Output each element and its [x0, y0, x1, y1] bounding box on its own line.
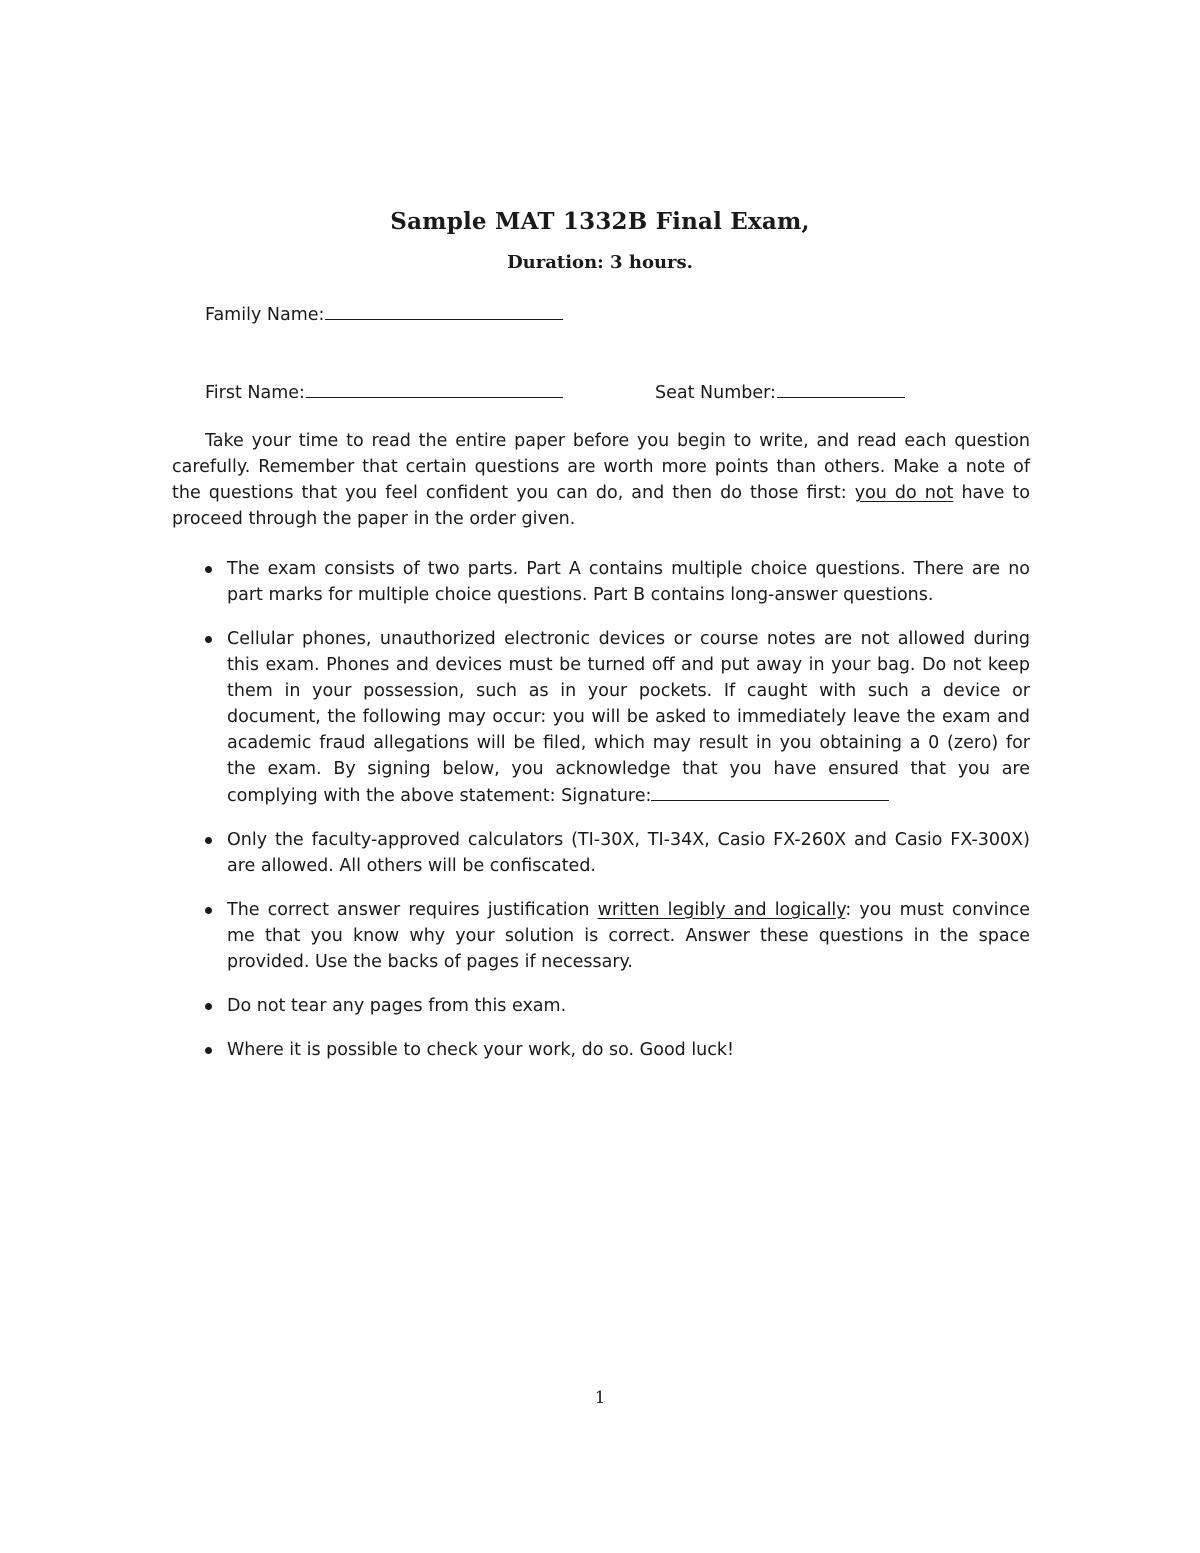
rule-item-calculators [172, 827, 1030, 879]
seat-number-field [655, 379, 905, 403]
bullet-icon [205, 1047, 212, 1054]
rule-text: The exam consists of two parts. Part A contains multiple choice questions. There are no part marks for multiple choice questions. Part B contains long-answer questions. [227, 559, 1030, 605]
seat-number-label: Seat Number: [655, 383, 776, 403]
rule-text: Cellular phones, unauthorized electronic devices or course notes are not allowed during this exam. Phones and devices must be turned off and put away in your bag. Do not keep them in your possession, such as in your pockets. If caught with such a device or document, the following may occur: you will be asked to immediately leave the exam and academic fraud allegations will be filed, which may result in you obtaining a 0 (zero) for the exam. By signing below, you acknowledge that you have ensured that you are complying with the above statement: Signature: [227, 629, 1030, 806]
page-number: 1 [594, 1388, 606, 1408]
exam-title: Sample MAT 1332B Final Exam, [390, 208, 810, 235]
family-name-label: Family Name: [205, 305, 325, 325]
rule-text: Where it is possible to check your work, do so. Good luck! [227, 1040, 735, 1060]
rule-item-pages [172, 993, 1030, 1019]
rules-list [172, 556, 1030, 1081]
rule-text-after: : you must convince me that you know why your solution is correct. Answer these questions in the space provided. Use the backs of pages if necessary. [227, 900, 1030, 972]
rule-item-justification [172, 897, 1030, 975]
signature-blank [651, 782, 889, 801]
intro-text-before: Take your time to read the entire paper before you begin to write, and read each question carefully. Remember that certain questions are worth more points than others. Make a note of the questions that you feel confident you can do, and then do those first: [172, 431, 1030, 503]
rule-text: Only the faculty-approved calculators (TI-30X, TI-34X, Casio FX-260X and Casio FX-300X) are allowed. All others will be confiscated. [227, 830, 1030, 876]
instructions-paragraph [172, 428, 1030, 532]
bullet-icon [205, 907, 212, 914]
bullet-icon [205, 1003, 212, 1010]
first-name-field [205, 379, 563, 403]
seat-number-blank [777, 379, 905, 398]
first-name-blank [306, 379, 563, 398]
rule-item-exam-parts [172, 556, 1030, 608]
first-name-label: First Name: [205, 383, 305, 403]
rule-text-underlined: written legibly and logically [597, 900, 846, 920]
family-name-field [205, 301, 563, 325]
bullet-icon [205, 837, 212, 844]
family-name-blank [325, 301, 563, 320]
rule-text-before: The correct answer requires justification [227, 900, 598, 920]
rule-text: Do not tear any pages from this exam. [227, 996, 567, 1016]
bullet-icon [205, 566, 212, 573]
rule-item-check-work [172, 1037, 1030, 1063]
exam-duration: Duration: 3 hours. [507, 252, 693, 273]
bullet-icon [205, 636, 212, 643]
rule-item-devices [172, 626, 1030, 809]
intro-underlined: you do not [854, 483, 954, 503]
intro-text-after: have to proceed through the paper in the order given. [172, 483, 1030, 529]
